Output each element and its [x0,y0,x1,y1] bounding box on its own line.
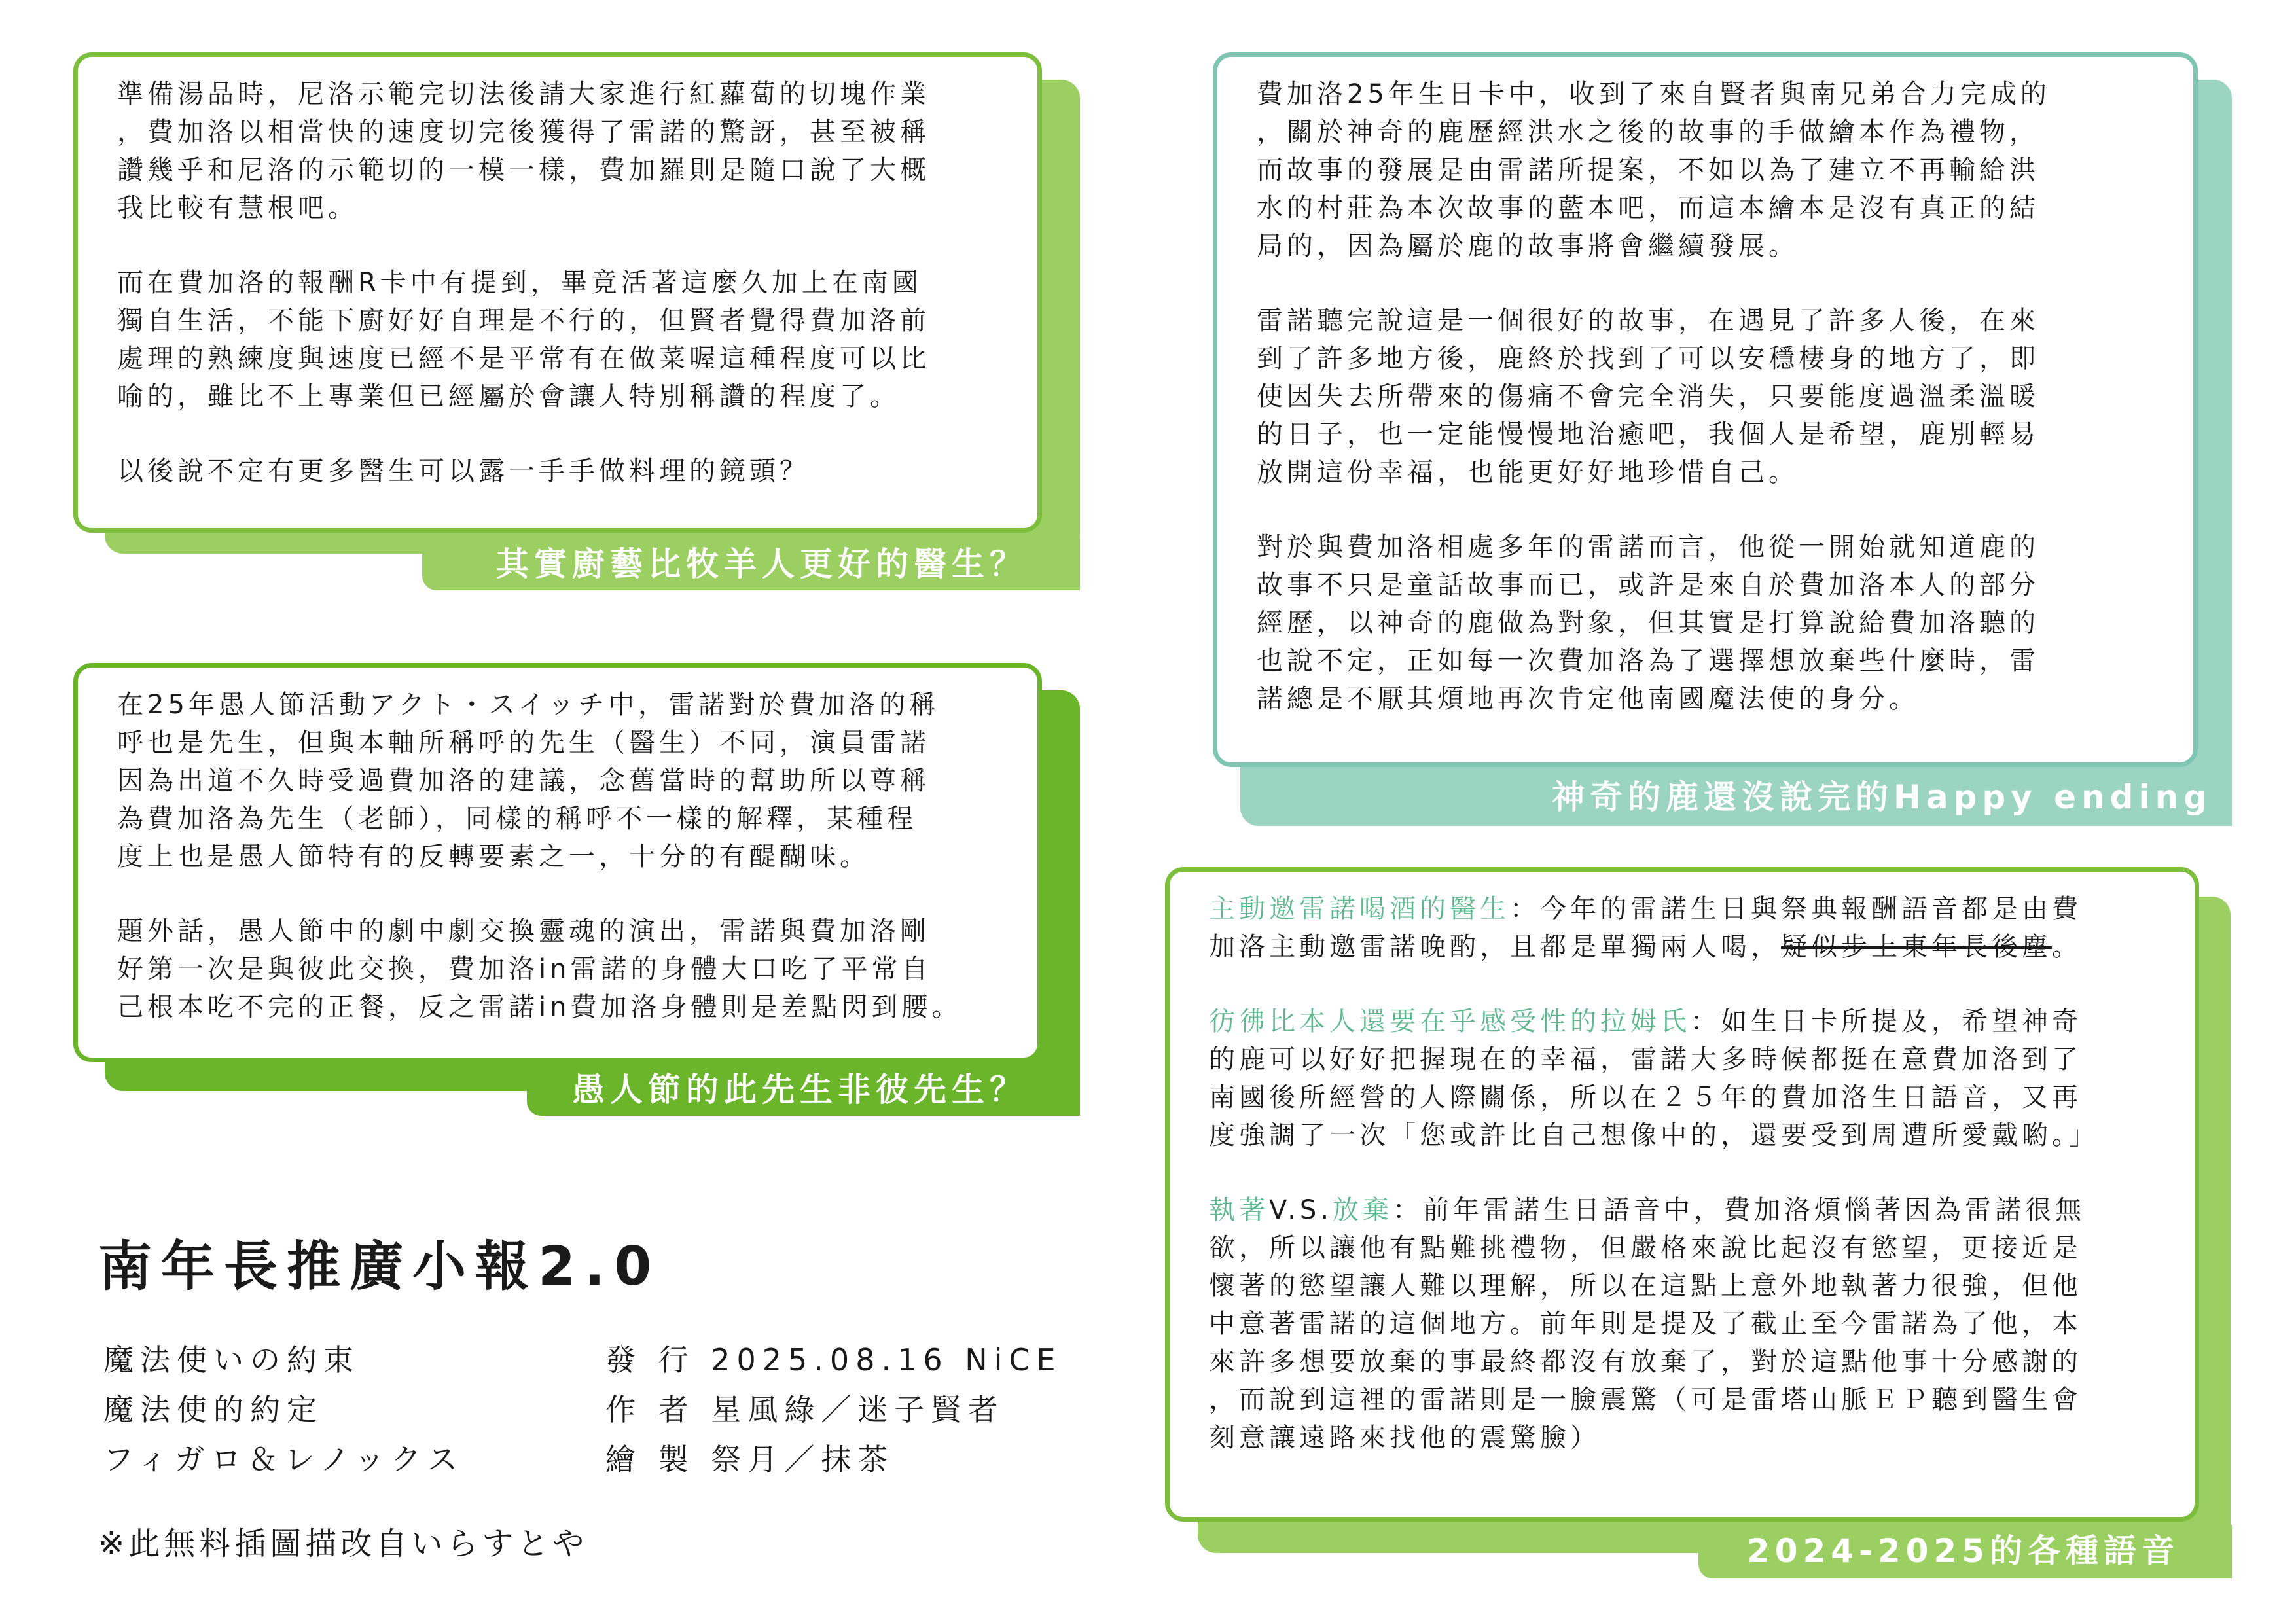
paragraph: 對於與費加洛相處多年的雷諾而言，他從一開始就知道鹿的 故事不只是童話故事而已，或許是來自於費加洛本人的部分 經歷，以神奇的鹿做為對象，但其實是打算說給費加洛聽的 也說不定，正如每一次費加洛為了選擇想放棄些什麼時，雷 諾總是不厭其煩地再次肯定他南國魔法使的身分。 [1257,532,2039,714]
illustration-note: ※此無料插圖描改自いらすとや [98,1525,588,1562]
paragraph: 費加洛25年生日卡中，收到了來自賢者與南兄弟合力完成的 ，關於神奇的鹿歷經洪水之後的故事的手做繪本作為禮物， 而故事的發展是由雷諾所提案，不如以為了建立不再輸給洪 水的村莊為本次故事的藍本吧，而這本繪本是沒有真正的結 局的，因為屬於鹿的故事將會繼續發展。 [1257,79,2051,261]
voice-heading-vs: V.S. [1269,1195,1333,1225]
page-title: 南年長推廣小報2.0 [98,1236,661,1298]
colophon-line: 發 行 2025.08.16 NiCE [605,1342,1062,1378]
voice-heading-a: 執著 [1209,1195,1269,1225]
colophon-line: 繪 製 祭月／抹茶 [605,1442,895,1477]
card-body [1165,867,2199,1522]
card-body [73,663,1042,1062]
paragraph: 在25年愚人節活動アクト・スイッチ中，雷諾對於費加洛的稱 呼也是先生，但與本軸所稱呼的先生（醫生）不同，演員雷諾 因為出道不久時受過費加洛的建議，念舊當時的幫助所以尊稱 為費加洛為先生（老師），同樣的稱呼不一樣的解釋，某種程 度上也是愚人節特有的反轉要素之一，十分的有醍醐味。 [117,690,940,872]
paragraph: 雷諾聽完說這是一個很好的故事，在遇見了許多人後，在來 到了許多地方後，鹿終於找到了可以安穩棲身的地方了，即 使因失去所帶來的傷痛不會完全消失，只要能度過溫柔溫暖 的日子，也一定能慢慢地治癒吧，我個人是希望，鹿別輕易 放開這份幸福，也能更好好地珍惜自己。 [1257,306,2039,488]
card-tab-title: 2024-2025的各種語音 [1698,1525,2232,1578]
voice-heading-b: 放棄 [1333,1195,1393,1225]
colophon-left [103,1335,464,1484]
paragraph: 以後說不定有更多醫生可以露一手手做料理的鏡頭？ [117,456,810,486]
voice-heading: 彷彿比本人還要在乎感受性的拉姆氏 [1209,1007,1691,1037]
card-tab-title: 愚人節的此先生非彼先生？ [527,1063,1080,1116]
card-body [73,52,1042,533]
voice-tail: 。 [2052,932,2082,962]
colophon-line: 作 者 星風綠／迷子賢者 [605,1392,1005,1427]
voice-struck-text: 疑似步上東年長後塵 [1781,932,2052,962]
card-body [1213,52,2198,767]
colophon-line: 魔法使的約定 [103,1392,323,1427]
paragraph: 準備湯品時，尼洛示範完切法後請大家進行紅蘿蔔的切塊作業 ，費加洛以相當快的速度切完後獲得了雷諾的驚訝，甚至被稱 讚幾乎和尼洛的示範切的一模一樣，費加羅則是隨口說了大概 我比較有慧根吧。 [117,79,930,223]
voice-item [1209,1003,2162,1154]
colophon-line: 魔法使いの約束 [103,1342,360,1378]
voice-body: ：今年的雷諾生日與祭典報酬語音都是由費 加洛主動邀雷諾晚酌，且都是單獨兩人喝， [1209,894,2082,962]
card-tab-title: 其實廚藝比牧羊人更好的醫生？ [422,538,1080,590]
voice-heading: 主動邀雷諾喝酒的醫生 [1209,894,1510,924]
colophon-right [605,1335,1062,1484]
colophon-line: フィガロ＆レノックス [103,1442,464,1477]
card-tab-title: 神奇的鹿還沒說完的Happy ending [1502,771,2232,826]
paragraph: 而在費加洛的報酬R卡中有提到，畢竟活著這麼久加上在南國 獨自生活，不能下廚好好自理是不行的，但賢者覺得費加洛前 處理的熟練度與速度已經不是平常有在做菜喔這種程度可以比 喻的，雖比不上專業但已經屬於會讓人特別稱讚的程度了。 [117,268,930,412]
voice-body: ：如生日卡所提及，希望神奇 的鹿可以好好把握現在的幸福，雷諾大多時候都挺在意費加洛到了 南國後所經營的人際關係，所以在２５年的費加洛生日語音，又再 度強調了一次「您或許比自己想像中的，還要受到周遭所愛戴喲。」 [1209,1007,2099,1150]
voice-body: ：前年雷諾生日語音中，費加洛煩惱著因為雷諾很無 欲，所以讓他有點難挑禮物，但嚴格來說比起沒有慾望，更接近是 懷著的慾望讓人難以理解，所以在這點上意外地執著力很強，但他 中意著雷諾的這個地方。前年則是提及了截止至今雷諾為了他，本 來許多想要放棄的事最終都沒有放棄了，對於這點他事十分感謝的 ，而說到這裡的雷諾則是一臉震驚（可是雷塔山脈ＥＰ聽到醫生會 刻意讓遠路來找他的震驚臉） [1209,1195,2086,1453]
voice-item [1209,890,2162,966]
voice-item [1209,1191,2162,1457]
paragraph: 題外話，愚人節中的劇中劇交換靈魂的演出，雷諾與費加洛剛 好第一次是與彼此交換，費加洛in雷諾的身體大口吃了平常自 己根本吃不完的正餐，反之雷諾in費加洛身體則是差點閃到腰。 [117,916,962,1022]
